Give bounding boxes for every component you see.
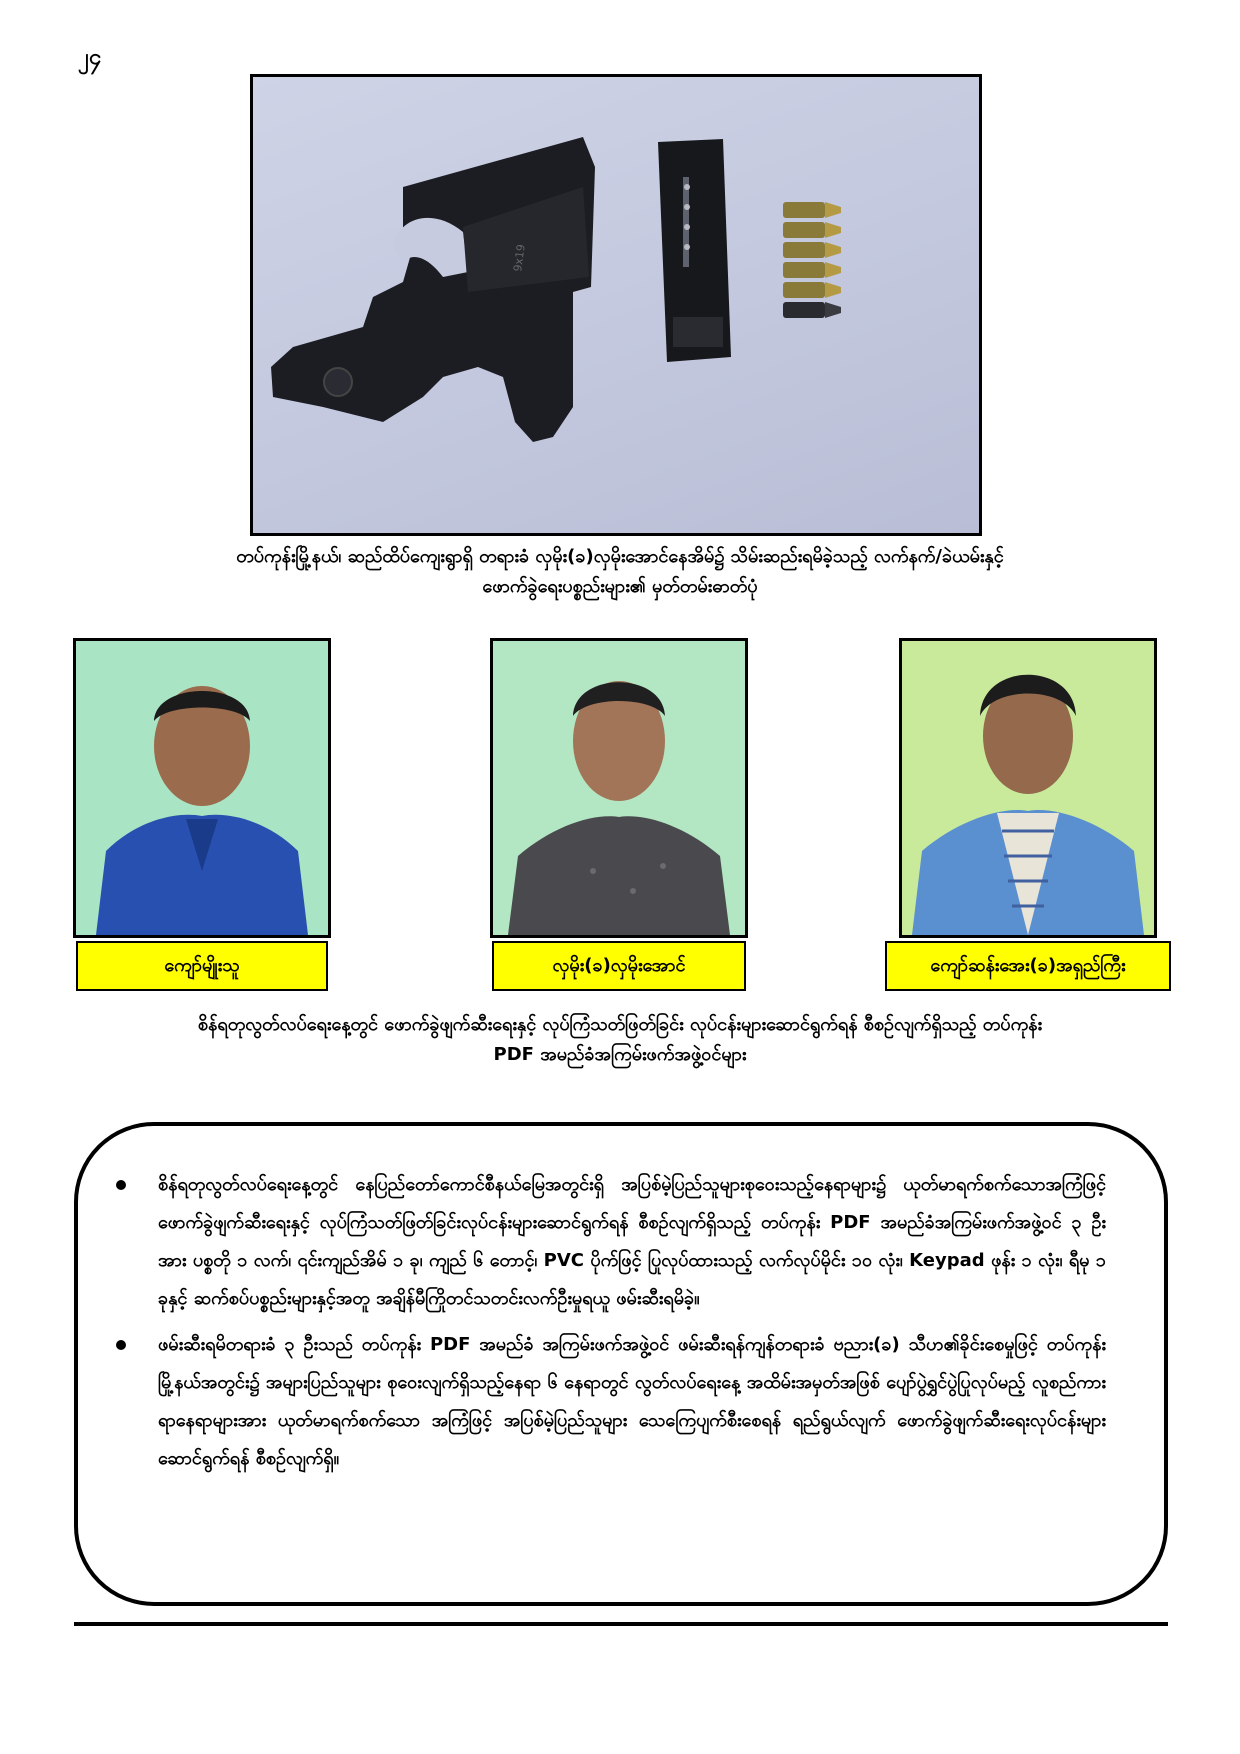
suspects-caption [80,1010,1160,1070]
person-avatar-icon [76,641,328,935]
weapons-caption-line1: တပ်ကုန်းမြို့နယ်၊ ဆည်ထိပ်ကျေးရွာရှိ တရားခံ လှမိုး(ခ)လှမိုးအောင်နေအိမ်၌ သိမ်းဆည်းရမိခဲ့သည့် လက်နက်/ခဲယမ်းနှင့် [236,546,1004,567]
suspect-name-3: ကျော်ဆန်းအေး(ခ)အရှည်ကြီး [885,941,1171,991]
summary-bullet-1 [158,1166,1106,1318]
pistol-icon [271,137,595,442]
seized-weapons-photo [250,74,982,536]
page-number: ၂၄ [78,45,102,70]
summary-bullet-list [158,1166,1106,1486]
bullet-icon [116,1180,126,1190]
suspect-photo-2 [490,638,748,938]
person-avatar-icon [493,641,745,935]
suspects-caption-line1: စိန်ရတုလွတ်လပ်ရေးနေ့တွင် ဖောက်ခွဲဖျက်ဆီးရေးနှင့် လုပ်ကြံသတ်ဖြတ်ခြင်း လုပ်ငန်းများဆောင်ရွက်ရန် စီစဉ်လျက်ရှိသည့် တပ်ကုန်း [197,1014,1043,1035]
summary-box [74,1122,1168,1606]
suspect-photo-1 [73,638,331,938]
weapons-caption-line2: ဖောက်ခွဲရေးပစ္စည်းများ၏ မှတ်တမ်းဓာတ်ပုံ [482,576,758,597]
pistol-magazine-bullets-image [253,77,979,533]
person-avatar-icon [902,641,1154,935]
suspect-name-1: ကျော်မျိုးသူ [76,941,328,991]
pistol-slide-text: 9x19 [511,243,528,273]
weapons-photo-caption [120,542,1120,602]
suspect-name-2: လှမိုး(ခ)လှမိုးအောင် [492,941,746,991]
bullets-icon [783,202,841,318]
magazine-icon [658,139,731,362]
bullet-icon [116,1340,126,1350]
summary-bullet-1-text: စိန်ရတုလွတ်လပ်ရေးနေ့တွင် နေပြည်တော်ကောင်စီနယ်မြေအတွင်းရှိ အပြစ်မဲ့ပြည်သူများစုဝေးသည့်နေရာများ၌ ယုတ်မာရက်စက်သောအကြံဖြင့် ဖောက်ခွဲဖျက်ဆီးရေးနှင့် လုပ်ကြံသတ်ဖြတ်ခြင်းလုပ်ငန်းများဆောင်ရွက်ရန် စီစဉ်လျက်ရှိသည့် တပ်ကုန်း PDF အမည်ခံအကြမ်းဖက်အဖွဲ့ဝင် ၃ ဦးအား ပစ္စတို ၁ လက်၊ ၎င်းကျည်အိမ် ၁ ခု၊ ကျည် ၆ တောင့်၊ PVC ပိုက်ဖြင့် ပြုလုပ်ထားသည့် လက်လုပ်မိုင်း ၁၀ လုံး၊ Keypad ဖုန်း ၁ လုံး၊ ရီမု ၁ ခုနှင့် ဆက်စပ်ပစ္စည်းများနှင့်အတူ အချိန်မီကြိုတင်သတင်းလက်ဦးမှုရယူ ဖမ်းဆီးရမိခဲ့။ [158,1174,1106,1309]
suspects-caption-line2: PDF အမည်ခံအကြမ်းဖက်အဖွဲ့ဝင်များ [493,1044,747,1065]
suspect-photo-3 [899,638,1157,938]
summary-bullet-2 [158,1326,1106,1478]
summary-bullet-2-text: ဖမ်းဆီးရမိတရားခံ ၃ ဦးသည် တပ်ကုန်း PDF အမည်ခံ အကြမ်းဖက်အဖွဲ့ဝင် ဖမ်းဆီးရန်ကျန်တရားခံ ဗညား(ခ) သီဟ၏ခိုင်းစေမှုဖြင့် တပ်ကုန်းမြို့နယ်အတွင်း၌ အများပြည်သူများ စုဝေးလျက်ရှိသည့်နေရာ ၆ နေရာတွင် လွတ်လပ်ရေးနေ့ အထိမ်းအမှတ်အဖြစ် ပျော်ပွဲရွှင်ပွဲပြုလုပ်မည့် လူစည်ကားရာနေရာများအား ယုတ်မာရက်စက်သော အကြံဖြင့် အပြစ်မဲ့ပြည်သူများ သေကြေပျက်စီးစေရန် ရည်ရွယ်လျက် ဖောက်ခွဲဖျက်ဆီးရေးလုပ်ငန်းများ ဆောင်ရွက်ရန် စီစဉ်လျက်ရှိ။ [158,1334,1106,1469]
footer-divider [74,1622,1168,1626]
